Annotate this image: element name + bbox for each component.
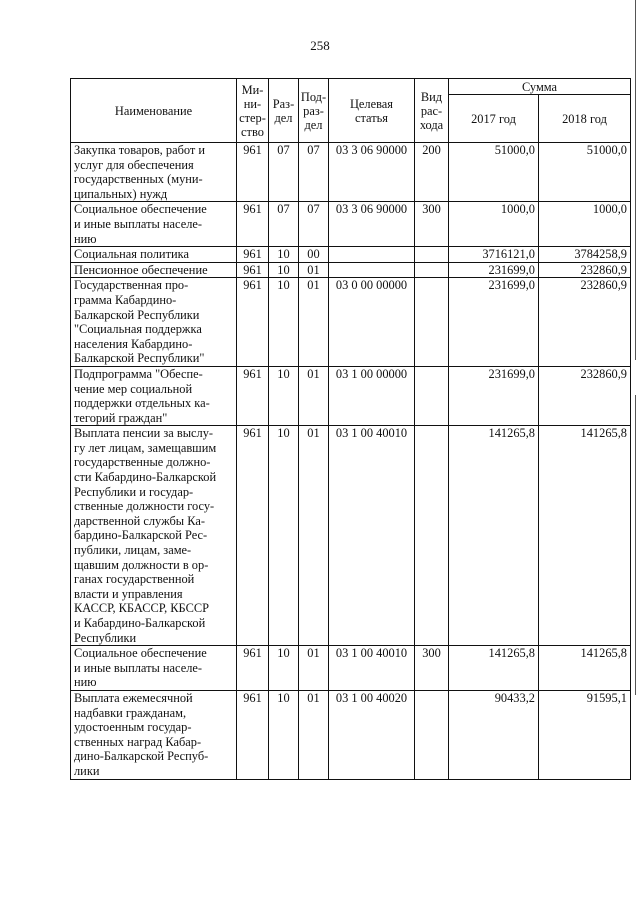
cell-ministry: 961: [237, 366, 269, 425]
cell-y2017: 231699,0: [449, 278, 539, 367]
cell-section: 10: [269, 366, 299, 425]
cell-name: Выплата пенсии за выслу- гу лет лицам, замещавшим государственные должно- сти Кабардино-Балкарской Республики и государ- ственные должности госу- дарственной службы Ка- бардино-Балкарской Рес- публики, лицам, заме- щавшим должности в ор- ганах государственной власти и управления КАССР, КБАССР, КБССР и Кабардино-Балкарской Республики: [71, 426, 237, 646]
table-row: [71, 366, 631, 425]
edge-line-top: [635, 0, 636, 360]
cell-expense: [415, 426, 449, 646]
cell-name: Закупка товаров, работ и услуг для обеспечения государственных (муни- ципальных) нужд: [71, 143, 237, 202]
cell-y2018: 232860,9: [539, 278, 631, 367]
cell-expense: [415, 278, 449, 367]
cell-target: 03 1 00 40020: [329, 690, 415, 779]
cell-y2018: 232860,9: [539, 366, 631, 425]
cell-subsection: 07: [299, 202, 329, 247]
cell-subsection: 01: [299, 366, 329, 425]
cell-ministry: 961: [237, 278, 269, 367]
table-row: [71, 262, 631, 278]
header-subsection: Под- раз- дел: [299, 79, 329, 143]
cell-y2017: 51000,0: [449, 143, 539, 202]
cell-expense: 300: [415, 202, 449, 247]
cell-name: Социальная политика: [71, 247, 237, 263]
cell-y2017: 90433,2: [449, 690, 539, 779]
cell-ministry: 961: [237, 247, 269, 263]
cell-y2017: 231699,0: [449, 262, 539, 278]
header-year-2018: 2018 год: [539, 95, 631, 143]
cell-section: 10: [269, 262, 299, 278]
cell-name: Социальное обеспечение и иные выплаты населе- нию: [71, 202, 237, 247]
cell-section: 10: [269, 247, 299, 263]
cell-y2018: 141265,8: [539, 646, 631, 691]
cell-target: 03 1 00 40010: [329, 426, 415, 646]
header-ministry: Ми- ни- стер- ство: [237, 79, 269, 143]
cell-target: 03 1 00 40010: [329, 646, 415, 691]
cell-target: 03 1 00 00000: [329, 366, 415, 425]
cell-y2017: 231699,0: [449, 366, 539, 425]
table-row: [71, 202, 631, 247]
header-name: Наименование: [71, 79, 237, 143]
cell-expense: [415, 247, 449, 263]
cell-subsection: 01: [299, 646, 329, 691]
cell-y2018: 1000,0: [539, 202, 631, 247]
cell-expense: 300: [415, 646, 449, 691]
cell-y2018: 3784258,9: [539, 247, 631, 263]
cell-name: Государственная про- грамма Кабардино- Балкарской Республики "Социальная поддержка населения Кабардино- Балкарской Республики": [71, 278, 237, 367]
table-row: [71, 646, 631, 691]
cell-subsection: 00: [299, 247, 329, 263]
cell-y2017: 1000,0: [449, 202, 539, 247]
cell-y2018: 51000,0: [539, 143, 631, 202]
table-row: [71, 690, 631, 779]
cell-section: 07: [269, 143, 299, 202]
cell-y2017: 3716121,0: [449, 247, 539, 263]
cell-y2018: 232860,9: [539, 262, 631, 278]
cell-subsection: 01: [299, 690, 329, 779]
cell-section: 10: [269, 278, 299, 367]
cell-section: 10: [269, 646, 299, 691]
cell-ministry: 961: [237, 690, 269, 779]
header-section: Раз- дел: [269, 79, 299, 143]
cell-ministry: 961: [237, 426, 269, 646]
cell-expense: [415, 262, 449, 278]
cell-target: [329, 247, 415, 263]
cell-subsection: 01: [299, 262, 329, 278]
page-number: 258: [310, 38, 330, 53]
table-row: [71, 426, 631, 646]
cell-target: [329, 262, 415, 278]
cell-subsection: 01: [299, 426, 329, 646]
cell-ministry: 961: [237, 646, 269, 691]
cell-target: 03 0 00 00000: [329, 278, 415, 367]
edge-line-bottom: [635, 395, 636, 695]
table-row: [71, 247, 631, 263]
cell-section: 07: [269, 202, 299, 247]
cell-name: Социальное обеспечение и иные выплаты населе- нию: [71, 646, 237, 691]
table-body: [71, 143, 631, 780]
cell-y2017: 141265,8: [449, 426, 539, 646]
cell-y2017: 141265,8: [449, 646, 539, 691]
header-expense: Вид рас- хода: [415, 79, 449, 143]
cell-expense: [415, 366, 449, 425]
cell-y2018: 91595,1: [539, 690, 631, 779]
budget-table: [70, 78, 631, 780]
cell-target: 03 3 06 90000: [329, 202, 415, 247]
header-sum: Сумма: [449, 79, 631, 95]
cell-ministry: 961: [237, 262, 269, 278]
cell-y2018: 141265,8: [539, 426, 631, 646]
cell-subsection: 07: [299, 143, 329, 202]
cell-section: 10: [269, 426, 299, 646]
header-target: Целевая статья: [329, 79, 415, 143]
cell-name: Подпрограмма "Обеспе- чение мер социальной поддержки отдельных ка- тегорий граждан": [71, 366, 237, 425]
table-row: [71, 143, 631, 202]
cell-ministry: 961: [237, 202, 269, 247]
cell-name: Пенсионное обеспечение: [71, 262, 237, 278]
cell-expense: 200: [415, 143, 449, 202]
cell-subsection: 01: [299, 278, 329, 367]
cell-section: 10: [269, 690, 299, 779]
cell-target: 03 3 06 90000: [329, 143, 415, 202]
cell-expense: [415, 690, 449, 779]
cell-name: Выплата ежемесячной надбавки гражданам, удостоенным государ- ственных наград Кабар- дино-Балкарской Респуб- лики: [71, 690, 237, 779]
table-row: [71, 278, 631, 367]
header-year-2017: 2017 год: [449, 95, 539, 143]
cell-ministry: 961: [237, 143, 269, 202]
